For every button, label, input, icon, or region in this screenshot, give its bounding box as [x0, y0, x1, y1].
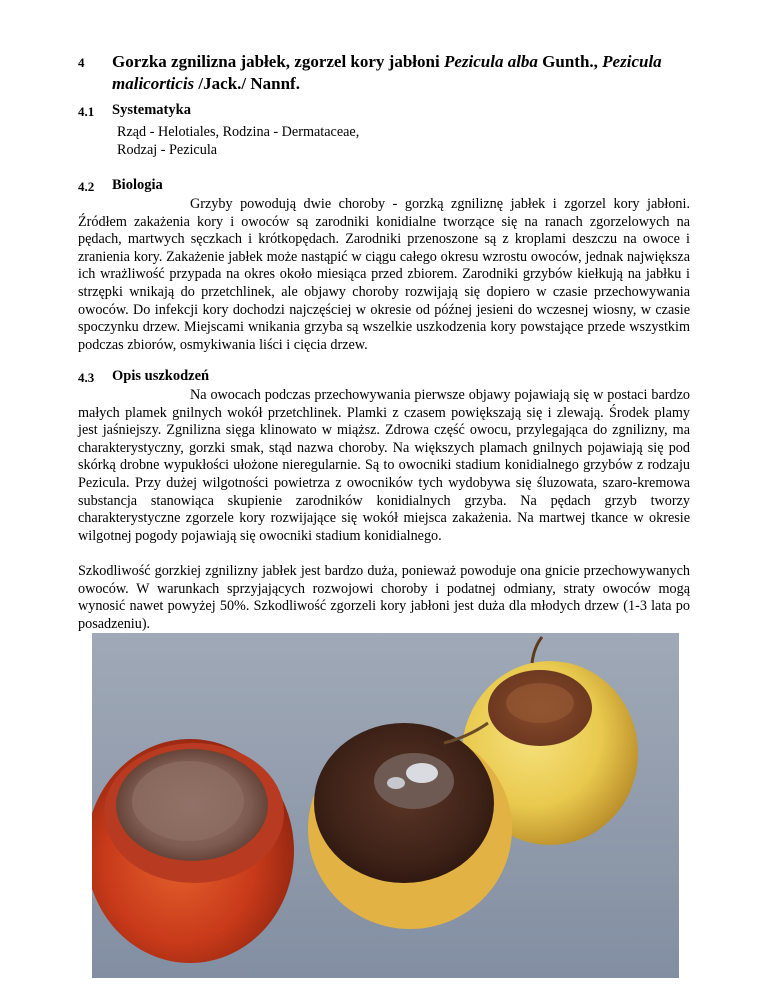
systematics-line: Rząd - Helotiales, Rodzina - Dermataceae,: [117, 124, 360, 140]
section-number: 4.1: [78, 104, 95, 119]
section-number: 4.3: [78, 370, 95, 385]
damage-paragraph: Na owocach podczas przechowywania pierwsze objawy pojawiają się w postaci bardzo małych plamek gnilnych wokół przetchlinek. Plamki z czasem powiększają się i zlewają. Środek plamy jest jaśniejszy. Zgnilizna sięga klinowato w miąższ. Zdrowa część owocu, przylegająca do zgnilizny, ma charakterystyczny, gorzki smak, stąd nazwa choroby. Na większych plamach gnilnych pojawiają się pod skórką drobne wypukłości ułożone nieregularnie. Są to owocniki stadium konidialnego grzybów z rodzaju Pezicula. Przy dużej wilgotności powietrza z owocników tych wydobywa się śluzowata, szaro-kremowa substancja stanowiąca skupienie zarodników konidialnych grzyba. Na pędach grzyb tworzy charakterystyczne zgorzele kory rozwijające się wokół miejsca zakażenia. Na martwej tkance w okresie wilgotnej pogody pojawiają się owocniki stadium konidialnego.: [78, 387, 690, 544]
title-text: /Jack./ Nannf.: [194, 74, 300, 93]
section-heading-systematics: Systematyka: [112, 102, 191, 118]
species-name-1: Pezicula alba: [443, 52, 538, 71]
title-text: Gunth.,: [537, 52, 603, 71]
section-number: 4.2: [78, 179, 95, 194]
title-text: Gorzka zgnilizna jabłek, zgorzel kory jabłoni: [112, 52, 444, 71]
chapter-number: 4: [78, 55, 85, 70]
species-name-2: Pezicula malicorticis: [112, 52, 662, 93]
section-heading-damage: Opis uszkodzeń: [112, 368, 210, 384]
biology-paragraph: Grzyby powodują dwie choroby - gorzką zgniliznę jabłek i zgorzel kory jabłoni. Źródłem zakażenia kory i owoców są zarodniki konidialne tworzące się na ranach zgorzelowych na pędach, martwych sęczkach i krótkopędach. Zarodniki przenoszone są z kroplami deszczu na owoce i zranienia kory. Zakażenie jabłek może nastąpić w ciągu całego okresu wzrostu owoców, jednak największa ich wrażliwość przypada na okres około miesiąca przed zbiorem. Zarodniki grzybów kiełkują na jabłku i strzępki wnikają do przetchlinek, ale objawy choroby rozwijają się dopiero w czasie przechowywania owoców. Do infekcji kory dochodzi najczęściej w okresie od późnej jesieni do wczesnej wiosny, w czasie spoczynku drzew. Miejscami wnikania grzyba są wszelkie uszkodzenia kory powstające przede wszystkim podczas zbiorów, osmykiwania liści i cięcia drzew.: [78, 196, 690, 353]
section-heading-biology: Biologia: [112, 177, 163, 193]
harm-paragraph: Szkodliwość gorzkiej zgnilizny jabłek jest bardzo duża, ponieważ powoduje ona gnicie przechowywanych owoców. W warunkach sprzyjających rozwojowi choroby i podatnej odmiany, straty owoców mogą wynosić nawet powyżej 50%. Szkodliwość zgorzeli kory jabłoni jest duża dla młodych drzew (1-3 lata po posadzeniu).: [78, 563, 690, 632]
apple-rot-photo: [92, 633, 679, 978]
systematics-line: Rodzaj - Pezicula: [117, 142, 218, 158]
chapter-title: [112, 51, 692, 95]
